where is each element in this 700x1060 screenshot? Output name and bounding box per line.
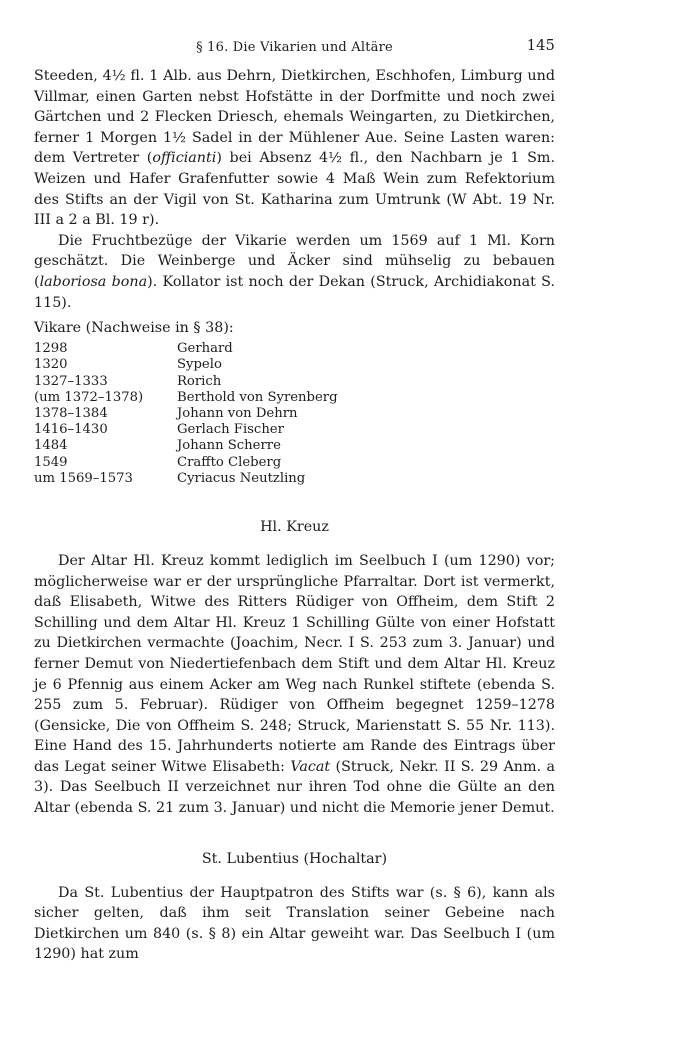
section-heading-st-lubentius: St. Lubentius (Hochaltar)	[201, 850, 388, 867]
vicar-date: 1416–1430	[34, 422, 108, 438]
vicar-row	[34, 390, 338, 406]
paragraph-st-lubentius: Da St. Lubentius der Hauptpatron des Stifts war (s. § 6), kann als sicher gelten, daß ihm seit Translation seiner Gebeine nach Dietkirchen um 840 (s. § 8) ein Altar geweiht war. Das Seelbuch I (um 1290) hat zum	[34, 884, 555, 963]
italic-term-vacat: Vacat	[290, 758, 331, 775]
vicar-date: (um 1372–1378)	[34, 389, 144, 405]
vicar-row	[34, 341, 338, 357]
vicar-row	[34, 438, 338, 454]
running-title: § 16. Die Vikarien und Altäre	[196, 40, 393, 55]
vicar-name: Sypelo	[177, 357, 222, 373]
vicars-list	[34, 341, 338, 487]
vicar-name: Johann Scherre	[177, 438, 281, 454]
vicar-date: um 1569–1573	[34, 470, 133, 486]
vicars-heading: Vikare (Nachweise in § 38):	[34, 320, 234, 337]
paragraph-1: Steeden, 4½ fl. 1 Alb. aus Dehrn, Dietkirchen, Eschhofen, Limburg und Villmar, einen Garten nebst Hofstätte in der Dorfmitte und noch zwei Gärtchen und 2 Flecken Driesch, ehemals Weingarten, zu Dietkirchen, ferner 1 Morgen 1½ Sadel in der Mühlener Aue. Seine Lasten waren: dem Vertreter (officianti) bei Absenz 4½ fl., den Nachbarn je 1 Sm. Weizen und Hafer Grafenfutter sowie 4 Maß Wein zum Refektorium des Stifts an der Vigil von St. Katharina zum Umtrunk (W Abt. 19 Nr. III a 2 a Bl. 19 r).	[34, 68, 555, 229]
vicar-row	[34, 357, 338, 373]
running-header	[34, 38, 555, 60]
vicar-date: 1484	[34, 438, 68, 454]
vicar-name: Johann von Dehrn	[177, 405, 298, 421]
paragraph-hl-kreuz: Der Altar Hl. Kreuz kommt lediglich im Seelbuch I (um 1290) vor; möglicherweise war er der ursprüngliche Pfarraltar. Dort ist vermerkt, daß Elisabeth, Witwe des Ritters Rüdiger von Offheim, dem Stift 2 Schilling und dem Altar Hl. Kreuz 1 Schilling Gülte von einer Hofstatt zu Dietkirchen vermachte (Joachim, Necr. I S. 253 zum 3. Januar) und ferner Demut von Niedertiefenbach dem Stift und dem Altar Hl. Kreuz je 6 Pfennig aus einem Acker am Weg nach Runkel stiftete (ebenda S. 255 zum 5. Februar). Rüdiger von Offheim begegnet 1259–1278 (Gensicke, Die von Offheim S. 248; Struck, Marienstatt S. 55 Nr. 113). Eine Hand des 15. Jahrhunderts notierte am Rande des Eintrags über das Legat seiner Witwe Elisabeth: Vacat (Struck, Nekr. II S. 29 Anm. a 3). Das Seelbuch II verzeichnet nur ihren Tod ohne die Gülte an den Altar (ebenda S. 21 zum 3. Januar) und nicht die Memorie jener Demut.	[34, 552, 555, 817]
book-page	[34, 38, 555, 965]
page-number: 145	[526, 38, 555, 54]
section-heading-hl-kreuz: Hl. Kreuz	[260, 518, 329, 535]
italic-term-officianti: officianti	[152, 150, 217, 167]
vicar-name: Craffto Cleberg	[177, 454, 282, 470]
vicar-date: 1378–1384	[34, 405, 108, 421]
vicar-row	[34, 374, 338, 390]
italic-term-laboriosa-bona: laboriosa bona	[39, 273, 148, 290]
vicar-date: 1327–1333	[34, 373, 108, 389]
vicar-date: 1549	[34, 454, 68, 470]
vicar-name: Cyriacus Neutzling	[177, 470, 306, 486]
vicar-row	[34, 422, 338, 438]
vicar-name: Gerlach Fischer	[177, 422, 284, 438]
vicar-row	[34, 455, 338, 471]
vicar-row	[34, 406, 338, 422]
vicar-name: Gerhard	[177, 341, 233, 357]
vicar-date: 1320	[34, 357, 68, 373]
vicar-name: Rorich	[177, 373, 222, 389]
paragraph-2: Die Fruchtbezüge der Vikarie werden um 1569 auf 1 Ml. Korn geschätzt. Die Weinberge und Äcker sind mühselig zu bebauen (laboriosa bona). Kollator ist noch der Dekan (Struck, Archidiakonat S. 115).	[34, 232, 555, 311]
vicar-date: 1298	[34, 341, 68, 357]
vicar-name: Berthold von Syrenberg	[177, 389, 338, 405]
vicar-row	[34, 471, 338, 487]
